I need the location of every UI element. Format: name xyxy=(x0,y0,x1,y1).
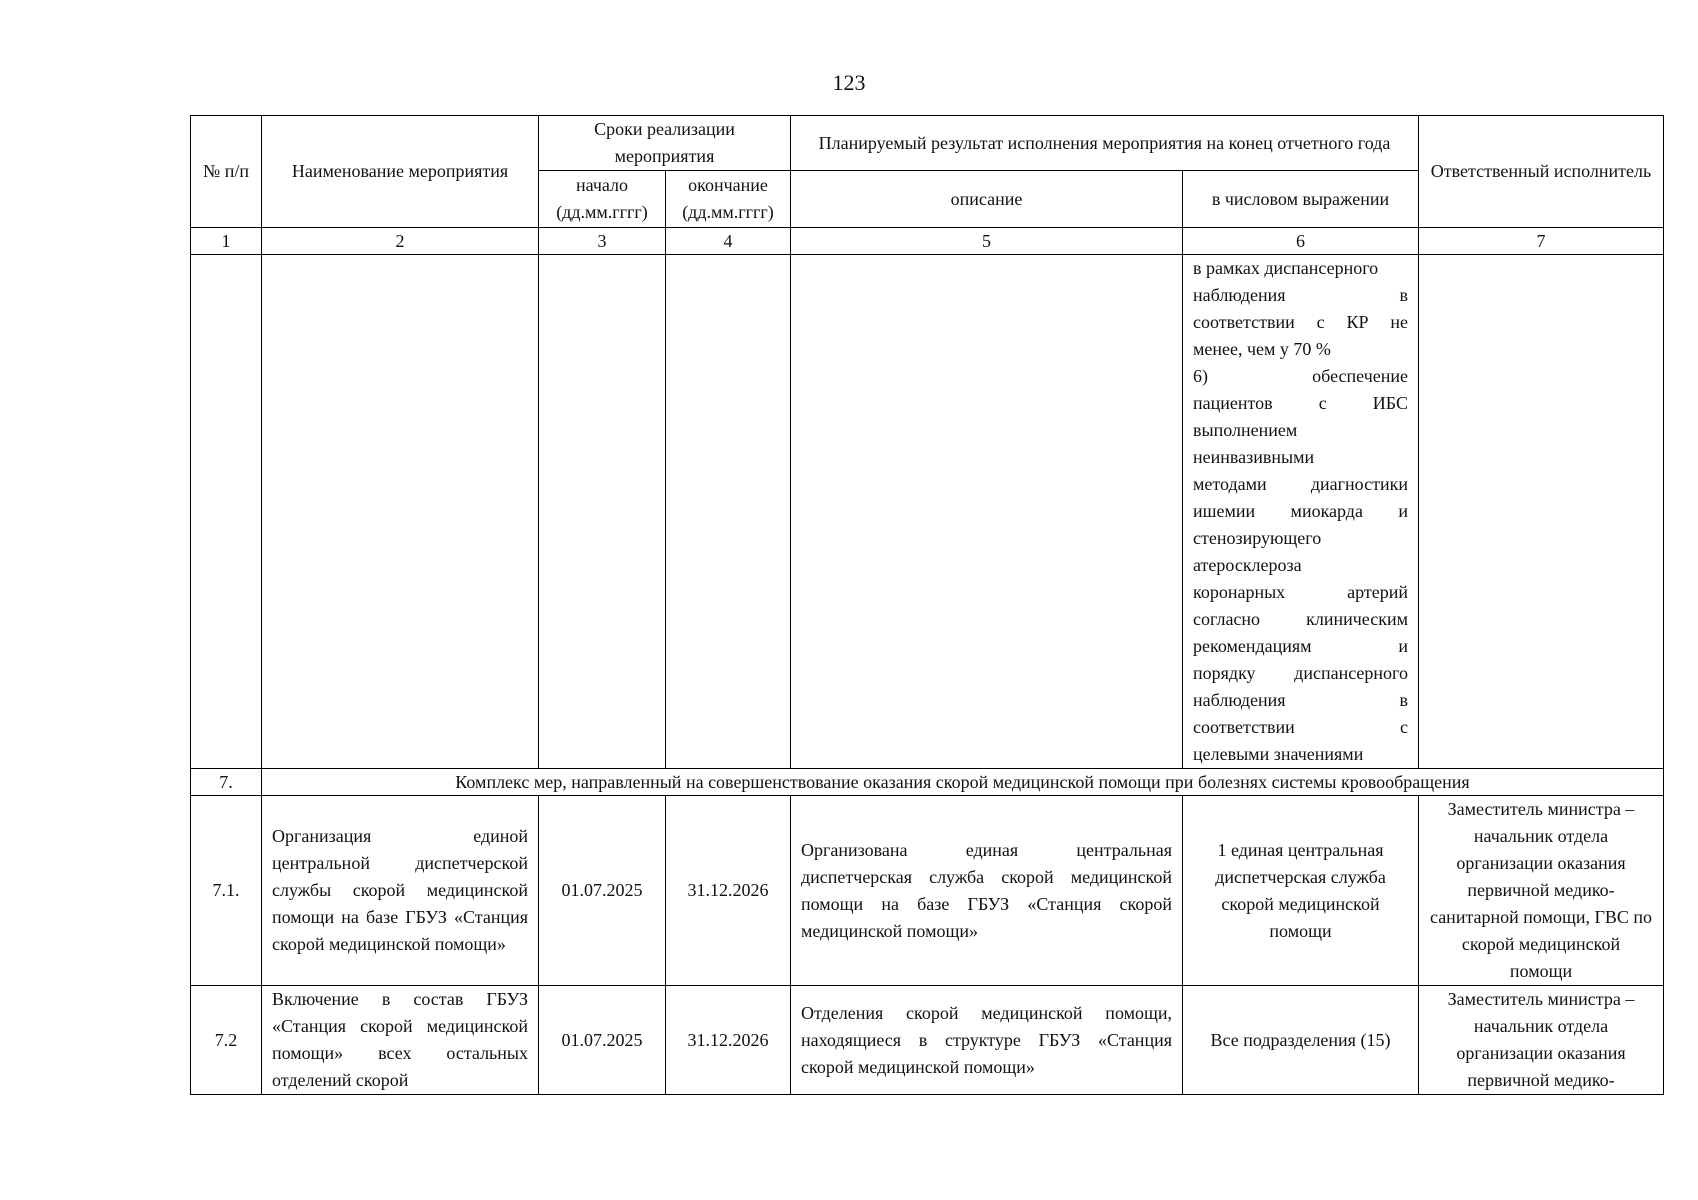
continuation-line: соответствии с xyxy=(1193,717,1408,737)
continuation-line: согласно клиническим xyxy=(1193,609,1408,629)
row-name: Включение в состав ГБУЗ «Станция скорой медицинской помощи» всех остальных отделений скорой xyxy=(262,986,539,1095)
column-index: 3 xyxy=(539,228,666,255)
plan-table xyxy=(190,115,1664,1095)
section-row xyxy=(191,769,1664,796)
row-name: Организация единой центральной диспетчерской службы скорой медицинской помощи на базе ГБУЗ «Станция скорой медицинской помощи» xyxy=(262,796,539,986)
row-number: 7.1. xyxy=(191,796,262,986)
column-index: 2 xyxy=(262,228,539,255)
header-row xyxy=(191,116,1664,171)
section-title: Комплекс мер, направленный на совершенствование оказания скорой медицинской помощи при болезнях системы кровообращения xyxy=(262,769,1664,796)
empty-cell xyxy=(666,255,791,769)
continuation-line: целевыми значениями xyxy=(1193,744,1364,764)
empty-cell xyxy=(191,255,262,769)
header-name: Наименование мероприятия xyxy=(262,116,539,228)
row-responsible: Заместитель министра – начальник отдела организации оказания первичной медико- xyxy=(1419,986,1664,1095)
column-index-row xyxy=(191,228,1664,255)
continuation-line: менее, чем у 70 % xyxy=(1193,339,1331,359)
column-index: 7 xyxy=(1419,228,1664,255)
row-end-date: 31.12.2026 xyxy=(666,986,791,1095)
column-index: 5 xyxy=(791,228,1183,255)
row-end-date: 31.12.2026 xyxy=(666,796,791,986)
continuation-line: в рамках диспансерного xyxy=(1193,258,1379,278)
continuation-line: 6) обеспечение xyxy=(1193,366,1408,386)
continuation-line: порядку диспансерного xyxy=(1193,663,1408,683)
continuation-line: соответствии с КР не xyxy=(1193,312,1408,332)
header-end: окончание (дд.мм.гггг) xyxy=(666,171,791,228)
empty-cell xyxy=(262,255,539,769)
continuation-line: пациентов с ИБС xyxy=(1193,393,1408,413)
page-number: 123 xyxy=(832,70,866,95)
column-index: 1 xyxy=(191,228,262,255)
table-row xyxy=(191,796,1664,986)
row-description: Организована единая центральная диспетчерская служба скорой медицинской помощи на базе ГБУЗ «Станция скорой медицинской помощи» xyxy=(791,796,1183,986)
row-numeric: 1 единая центральная диспетчерская служба скорой медицинской помощи xyxy=(1183,796,1419,986)
continuation-line: методами диагностики xyxy=(1193,474,1408,494)
row-responsible: Заместитель министра – начальник отдела организации оказания первичной медико-санитарной помощи, ГВС по скорой медицинской помощи xyxy=(1419,796,1664,986)
row-number: 7.2 xyxy=(191,986,262,1095)
header-start: начало (дд.мм.гггг) xyxy=(539,171,666,228)
continuation-line: наблюдения в xyxy=(1193,285,1408,305)
column-index: 6 xyxy=(1183,228,1419,255)
continuation-line: рекомендациям и xyxy=(1193,636,1408,656)
row-start-date: 01.07.2025 xyxy=(539,986,666,1095)
continuation-line: ишемии миокарда и xyxy=(1193,501,1408,521)
numeric-continuation-text xyxy=(1193,255,1408,768)
row-start-date: 01.07.2025 xyxy=(539,796,666,986)
header-numeric: в числовом выражении xyxy=(1183,171,1419,228)
header-terms: Сроки реализации мероприятия xyxy=(539,116,791,171)
continuation-line: атеросклероза xyxy=(1193,555,1302,575)
numeric-continuation-cell xyxy=(1183,255,1419,769)
empty-cell xyxy=(539,255,666,769)
continuation-line: коронарных артерий xyxy=(1193,582,1408,602)
section-number: 7. xyxy=(191,769,262,796)
header-number: № п/п xyxy=(191,116,262,228)
empty-cell xyxy=(1419,255,1664,769)
continuation-row xyxy=(191,255,1664,769)
header-description: описание xyxy=(791,171,1183,228)
header-result: Планируемый результат исполнения мероприятия на конец отчетного года xyxy=(791,116,1419,171)
header-responsible: Ответственный исполнитель xyxy=(1419,116,1664,228)
continuation-line: выполнением xyxy=(1193,420,1298,440)
row-description: Отделения скорой медицинской помощи, находящиеся в структуре ГБУЗ «Станция скорой медицинской помощи» xyxy=(791,986,1183,1095)
continuation-line: наблюдения в xyxy=(1193,690,1408,710)
continuation-line: стенозирующего xyxy=(1193,528,1322,548)
table-row xyxy=(191,986,1664,1095)
continuation-line: неинвазивными xyxy=(1193,447,1315,467)
empty-cell xyxy=(791,255,1183,769)
row-numeric: Все подразделения (15) xyxy=(1183,986,1419,1095)
column-index: 4 xyxy=(666,228,791,255)
